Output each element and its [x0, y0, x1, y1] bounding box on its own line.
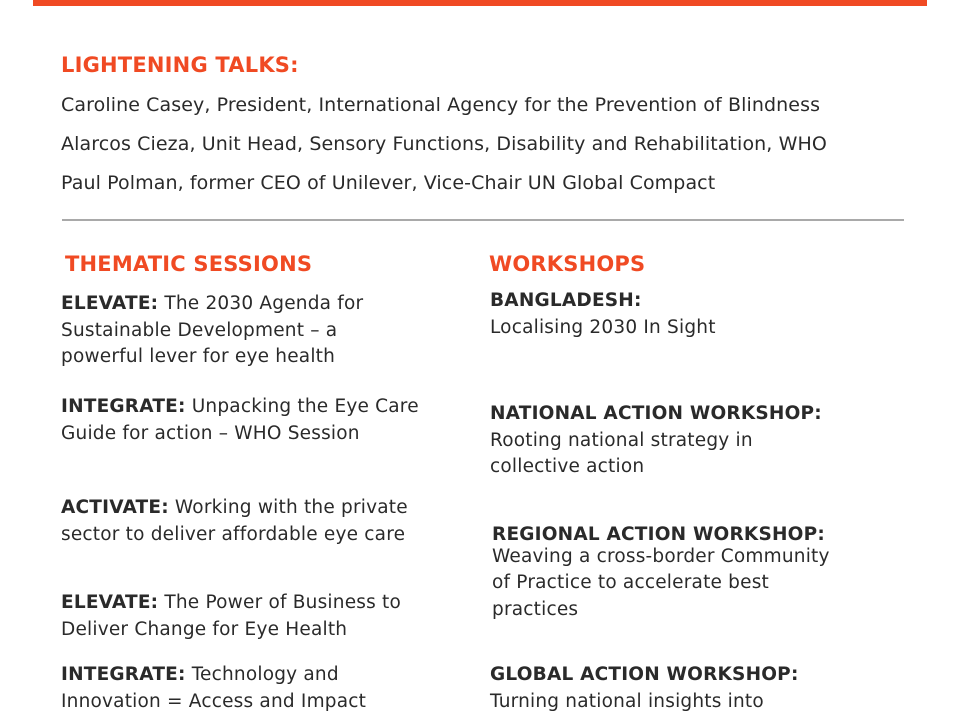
- workshop-text: Localising 2030 In Sight: [490, 316, 716, 338]
- session-label: ELEVATE:: [61, 592, 159, 613]
- session-label: INTEGRATE:: [61, 396, 186, 417]
- speaker-line: Paul Polman, former CEO of Unilever, Vice-Chair UN Global Compact: [61, 172, 716, 194]
- workshop-text: Rooting national strategy in collective action: [490, 429, 753, 477]
- workshop-regional-action: [492, 522, 842, 623]
- workshop-text: Weaving a cross-border Community of Practice to accelerate best practices: [492, 545, 830, 620]
- workshops-heading: WORKSHOPS: [489, 252, 646, 276]
- session-elevate-business: [61, 590, 431, 643]
- session-text: The 2030 Agenda for Sustainable Development – a powerful lever for eye health: [61, 293, 364, 367]
- session-integrate-guide: [61, 394, 421, 447]
- lightening-talks-heading: LIGHTENING TALKS:: [61, 53, 299, 77]
- session-text: The Power of Business to Deliver Change for Eye Health: [61, 592, 402, 640]
- workshop-label: BANGLADESH:: [490, 290, 642, 311]
- workshop-label: NATIONAL ACTION WORKSHOP:: [490, 403, 822, 424]
- session-activate-private-sector: [61, 495, 436, 548]
- section-divider: [62, 219, 904, 221]
- workshop-text: Turning national insights into: [490, 690, 764, 712]
- speaker-line: Caroline Casey, President, International Agency for the Prevention of Blindness: [61, 94, 821, 116]
- speaker-line: Alarcos Cieza, Unit Head, Sensory Functions, Disability and Rehabilitation, WHO: [61, 133, 827, 155]
- session-label: INTEGRATE:: [61, 664, 186, 685]
- workshop-label: REGIONAL ACTION WORKSHOP:: [492, 524, 825, 545]
- workshop-bangladesh: [490, 288, 910, 341]
- thematic-sessions-heading: THEMATIC SESSIONS: [65, 252, 313, 276]
- session-integrate-technology: [61, 662, 406, 715]
- session-elevate-agenda: [61, 291, 401, 371]
- workshop-label: GLOBAL ACTION WORKSHOP:: [490, 664, 799, 685]
- session-label: ELEVATE:: [61, 293, 159, 314]
- workshop-national-action: [490, 401, 820, 481]
- session-text: Working with the private sector to deliver affordable eye care: [61, 497, 408, 545]
- session-text: Unpacking the Eye Care Guide for action – WHO Session: [61, 396, 419, 444]
- session-text: Technology and Innovation = Access and Impact: [61, 664, 367, 712]
- workshop-global-action: [490, 662, 910, 715]
- session-label: ACTIVATE:: [61, 497, 169, 518]
- top-accent-bar: [33, 0, 927, 6]
